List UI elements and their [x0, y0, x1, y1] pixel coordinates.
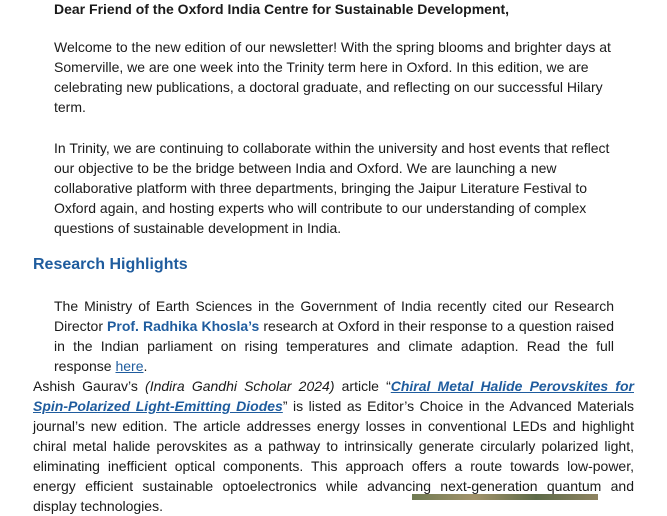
research-text-before: The Ministry of Earth Sciences in the Government of India recently cited our Research Director	[54, 298, 614, 334]
scholar-note: (Indira Gandhi Scholar 2024)	[145, 378, 335, 394]
research-text-end: .	[143, 358, 148, 374]
intro-paragraph: Welcome to the new edition of our newsletter! With the spring blooms and brighter days at Somerville, we are one week into the Trinity term here in Oxford. In this edition, we are celebrating new publications, a doctoral graduate, and reflecting on our successful Hilary term.	[54, 39, 611, 115]
article-title-link[interactable]: Chiral Metal Halide Perovskites for Spin-Polarized Light-Emitting Diodes	[33, 378, 634, 414]
article-image	[412, 494, 598, 500]
greeting: Dear Friend of the Oxford India Centre for Sustainable Development,	[54, 1, 510, 17]
trinity-paragraph: In Trinity, we are continuing to collaborate within the university and host events that reflect our objective to be the bridge between India and Oxford. We are launching a new collaborative platform with three departments, bringing the Jaipur Literature Festival to Oxford again, and hosting experts who will contribute to our understanding of complex questions of sustainable development in India.	[54, 140, 610, 236]
research-highlights-heading: Research Highlights	[33, 256, 188, 273]
author-name: Ashish Gaurav’s	[33, 378, 146, 394]
research-item-ministry	[54, 296, 614, 376]
radhika-khosla-link[interactable]: Prof. Radhika Khosla’s	[107, 318, 260, 334]
research-text-after: research at Oxford in their response to a question raised in the Indian parliament on rising temperatures and climate adaption. Read the full response	[54, 318, 614, 374]
article-word: article “	[334, 378, 391, 394]
full-response-here-link[interactable]: here	[115, 358, 144, 374]
publication-text-after: ” is listed as Editor’s Choice in the Advanced Materials journal’s new edition. The article addresses energy losses in conventional LEDs and highlight chiral metal halide perovskites as a pathway to intrinsically generate circularly polarized light, eliminating inefficient optical components. This approach offers a route towards low-power, energy efficient sustainable optoelectronics while advancing next-generation quantum and display technologies.	[33, 398, 634, 514]
